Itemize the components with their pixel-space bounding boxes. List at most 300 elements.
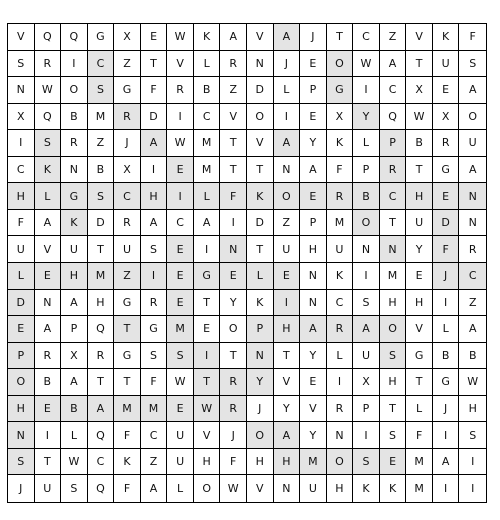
grid-cell[interactable]: P	[380, 130, 407, 157]
grid-cell[interactable]: K	[114, 449, 141, 476]
grid-cell[interactable]: H	[274, 316, 301, 343]
grid-cell[interactable]: U	[406, 210, 433, 237]
grid-cell[interactable]: V	[406, 316, 433, 343]
grid-cell[interactable]: I	[194, 343, 221, 370]
grid-cell[interactable]: R	[220, 396, 247, 423]
grid-cell[interactable]: T	[114, 316, 141, 343]
grid-cell[interactable]: C	[380, 183, 407, 210]
grid-cell[interactable]: A	[61, 369, 88, 396]
grid-cell[interactable]: O	[247, 422, 274, 449]
grid-cell[interactable]: O	[61, 77, 88, 104]
grid-cell[interactable]: Z	[459, 290, 486, 317]
grid-cell[interactable]: E	[194, 316, 221, 343]
grid-cell[interactable]: A	[35, 316, 62, 343]
grid-cell[interactable]: O	[194, 475, 221, 502]
grid-cell[interactable]: Z	[274, 210, 301, 237]
grid-cell[interactable]: H	[380, 369, 407, 396]
grid-cell[interactable]: T	[141, 51, 168, 78]
grid-cell[interactable]: E	[300, 183, 327, 210]
grid-cell[interactable]: D	[433, 210, 460, 237]
grid-cell[interactable]: K	[327, 263, 354, 290]
grid-cell[interactable]: Q	[88, 422, 115, 449]
grid-cell[interactable]: B	[194, 77, 221, 104]
grid-cell[interactable]: R	[35, 51, 62, 78]
grid-cell[interactable]: R	[88, 343, 115, 370]
grid-cell[interactable]: I	[459, 449, 486, 476]
grid-cell[interactable]: A	[274, 130, 301, 157]
grid-cell[interactable]: B	[61, 396, 88, 423]
grid-cell[interactable]: E	[35, 396, 62, 423]
grid-cell[interactable]: V	[247, 130, 274, 157]
grid-cell[interactable]: X	[433, 104, 460, 131]
grid-cell[interactable]: A	[88, 396, 115, 423]
grid-cell[interactable]: O	[459, 104, 486, 131]
grid-cell[interactable]: M	[194, 157, 221, 184]
grid-cell[interactable]: H	[459, 396, 486, 423]
grid-cell[interactable]: F	[141, 369, 168, 396]
grid-cell[interactable]: I	[327, 369, 354, 396]
grid-cell[interactable]: E	[433, 77, 460, 104]
grid-cell[interactable]: A	[141, 210, 168, 237]
grid-cell[interactable]: R	[35, 343, 62, 370]
grid-cell[interactable]: Q	[35, 104, 62, 131]
grid-cell[interactable]: U	[300, 475, 327, 502]
grid-cell[interactable]: S	[88, 77, 115, 104]
grid-cell[interactable]: W	[459, 369, 486, 396]
grid-cell[interactable]: I	[220, 210, 247, 237]
grid-cell[interactable]: J	[220, 422, 247, 449]
grid-cell[interactable]: S	[459, 422, 486, 449]
grid-cell[interactable]: K	[61, 210, 88, 237]
grid-cell[interactable]: I	[167, 104, 194, 131]
grid-cell[interactable]: J	[247, 396, 274, 423]
grid-cell[interactable]: L	[194, 51, 221, 78]
grid-cell[interactable]: I	[274, 104, 301, 131]
grid-cell[interactable]: O	[327, 449, 354, 476]
grid-cell[interactable]: I	[141, 263, 168, 290]
grid-cell[interactable]: G	[61, 183, 88, 210]
grid-cell[interactable]: E	[300, 104, 327, 131]
grid-cell[interactable]: S	[380, 343, 407, 370]
grid-cell[interactable]: S	[380, 422, 407, 449]
grid-cell[interactable]: T	[88, 236, 115, 263]
grid-cell[interactable]: Z	[141, 449, 168, 476]
grid-cell[interactable]: R	[114, 104, 141, 131]
grid-cell[interactable]: O	[8, 369, 35, 396]
grid-cell[interactable]: A	[300, 157, 327, 184]
grid-cell[interactable]: T	[114, 369, 141, 396]
grid-cell[interactable]: N	[247, 343, 274, 370]
grid-cell[interactable]: I	[194, 236, 221, 263]
grid-cell[interactable]: E	[274, 263, 301, 290]
grid-cell[interactable]: J	[433, 263, 460, 290]
grid-cell[interactable]: N	[353, 236, 380, 263]
grid-cell[interactable]: K	[194, 24, 221, 51]
grid-cell[interactable]: X	[114, 157, 141, 184]
grid-cell[interactable]: M	[327, 210, 354, 237]
grid-cell[interactable]: F	[114, 422, 141, 449]
grid-cell[interactable]: V	[167, 51, 194, 78]
grid-cell[interactable]: L	[406, 396, 433, 423]
grid-cell[interactable]: L	[61, 422, 88, 449]
grid-cell[interactable]: H	[88, 290, 115, 317]
grid-cell[interactable]: V	[8, 24, 35, 51]
grid-cell[interactable]: N	[274, 475, 301, 502]
grid-cell[interactable]: E	[167, 396, 194, 423]
grid-cell[interactable]: U	[114, 236, 141, 263]
grid-cell[interactable]: M	[300, 449, 327, 476]
grid-cell[interactable]: L	[327, 343, 354, 370]
grid-cell[interactable]: S	[88, 183, 115, 210]
grid-cell[interactable]: T	[194, 290, 221, 317]
grid-cell[interactable]: L	[8, 263, 35, 290]
grid-cell[interactable]: V	[35, 236, 62, 263]
grid-cell[interactable]: N	[327, 422, 354, 449]
grid-cell[interactable]: Z	[88, 130, 115, 157]
grid-cell[interactable]: S	[459, 51, 486, 78]
grid-cell[interactable]: G	[194, 263, 221, 290]
grid-cell[interactable]: W	[353, 51, 380, 78]
grid-cell[interactable]: V	[194, 422, 221, 449]
grid-cell[interactable]: T	[220, 343, 247, 370]
grid-cell[interactable]: Z	[114, 263, 141, 290]
grid-cell[interactable]: C	[459, 263, 486, 290]
grid-cell[interactable]: B	[433, 343, 460, 370]
grid-cell[interactable]: Z	[380, 24, 407, 51]
grid-cell[interactable]: D	[247, 210, 274, 237]
grid-cell[interactable]: B	[35, 369, 62, 396]
grid-cell[interactable]: H	[247, 449, 274, 476]
grid-cell[interactable]: H	[194, 449, 221, 476]
grid-cell[interactable]: P	[353, 157, 380, 184]
grid-cell[interactable]: A	[353, 316, 380, 343]
grid-cell[interactable]: F	[406, 422, 433, 449]
grid-cell[interactable]: S	[141, 343, 168, 370]
grid-cell[interactable]: J	[8, 475, 35, 502]
grid-cell[interactable]: R	[167, 77, 194, 104]
grid-cell[interactable]: U	[327, 236, 354, 263]
grid-cell[interactable]: I	[433, 422, 460, 449]
grid-cell[interactable]: O	[353, 210, 380, 237]
grid-cell[interactable]: L	[353, 130, 380, 157]
grid-cell[interactable]: K	[247, 183, 274, 210]
grid-cell[interactable]: G	[141, 316, 168, 343]
grid-cell[interactable]: T	[35, 449, 62, 476]
grid-cell[interactable]: S	[353, 449, 380, 476]
grid-cell[interactable]: L	[247, 263, 274, 290]
grid-cell[interactable]: A	[274, 422, 301, 449]
grid-cell[interactable]: L	[433, 316, 460, 343]
grid-cell[interactable]: O	[274, 183, 301, 210]
grid-cell[interactable]: R	[141, 290, 168, 317]
grid-cell[interactable]: S	[141, 236, 168, 263]
grid-cell[interactable]: B	[353, 183, 380, 210]
grid-cell[interactable]: T	[327, 24, 354, 51]
grid-cell[interactable]: U	[459, 130, 486, 157]
grid-cell[interactable]: A	[220, 24, 247, 51]
grid-cell[interactable]: H	[327, 475, 354, 502]
grid-cell[interactable]: F	[459, 24, 486, 51]
grid-cell[interactable]: Q	[61, 24, 88, 51]
grid-cell[interactable]: V	[220, 104, 247, 131]
grid-cell[interactable]: M	[114, 396, 141, 423]
grid-cell[interactable]: N	[8, 422, 35, 449]
grid-cell[interactable]: N	[300, 263, 327, 290]
grid-cell[interactable]: S	[35, 130, 62, 157]
grid-cell[interactable]: I	[167, 183, 194, 210]
grid-cell[interactable]: Y	[353, 104, 380, 131]
grid-cell[interactable]: D	[247, 77, 274, 104]
grid-cell[interactable]: C	[380, 77, 407, 104]
grid-cell[interactable]: N	[380, 236, 407, 263]
grid-cell[interactable]: R	[327, 396, 354, 423]
grid-cell[interactable]: O	[220, 316, 247, 343]
grid-cell[interactable]: S	[8, 51, 35, 78]
grid-cell[interactable]: U	[167, 449, 194, 476]
grid-cell[interactable]: E	[8, 316, 35, 343]
grid-cell[interactable]: H	[274, 449, 301, 476]
grid-cell[interactable]: I	[471, 482, 475, 496]
grid-cell[interactable]: Y	[274, 396, 301, 423]
grid-cell[interactable]: C	[114, 183, 141, 210]
grid-cell[interactable]: N	[300, 290, 327, 317]
grid-cell[interactable]: K	[433, 24, 460, 51]
grid-cell[interactable]: S	[167, 343, 194, 370]
grid-cell[interactable]: Y	[247, 369, 274, 396]
grid-cell[interactable]: A	[274, 24, 301, 51]
grid-cell[interactable]: G	[88, 24, 115, 51]
grid-cell[interactable]: F	[220, 449, 247, 476]
grid-cell[interactable]: A	[300, 316, 327, 343]
grid-cell[interactable]: Q	[88, 475, 115, 502]
grid-cell[interactable]: A	[380, 51, 407, 78]
grid-cell[interactable]: V	[247, 475, 274, 502]
grid-cell[interactable]: G	[114, 343, 141, 370]
grid-cell[interactable]: E	[167, 157, 194, 184]
grid-cell[interactable]: P	[61, 316, 88, 343]
grid-cell[interactable]: Q	[380, 104, 407, 131]
grid-cell[interactable]: T	[380, 396, 407, 423]
grid-cell[interactable]: N	[459, 210, 486, 237]
grid-cell[interactable]: I	[35, 422, 62, 449]
grid-cell[interactable]: F	[8, 210, 35, 237]
grid-cell[interactable]: C	[167, 210, 194, 237]
grid-cell[interactable]: P	[300, 77, 327, 104]
grid-cell[interactable]: W	[167, 24, 194, 51]
grid-cell[interactable]: I	[353, 263, 380, 290]
grid-cell[interactable]: R	[380, 157, 407, 184]
grid-cell[interactable]: K	[327, 130, 354, 157]
grid-cell[interactable]: I	[274, 290, 301, 317]
grid-cell[interactable]: V	[247, 24, 274, 51]
grid-cell[interactable]: O	[247, 104, 274, 131]
grid-cell[interactable]: D	[141, 104, 168, 131]
grid-cell[interactable]: A	[141, 130, 168, 157]
grid-cell[interactable]: P	[247, 316, 274, 343]
grid-cell[interactable]: A	[194, 210, 221, 237]
grid-cell[interactable]: K	[35, 157, 62, 184]
grid-cell[interactable]: E	[167, 236, 194, 263]
grid-cell[interactable]: X	[327, 104, 354, 131]
grid-cell[interactable]: G	[114, 290, 141, 317]
grid-cell[interactable]: F	[114, 475, 141, 502]
grid-cell[interactable]: P	[8, 343, 35, 370]
grid-cell[interactable]: F	[327, 157, 354, 184]
grid-cell[interactable]: Y	[300, 422, 327, 449]
grid-cell[interactable]: I	[353, 422, 380, 449]
grid-cell[interactable]: M	[194, 130, 221, 157]
grid-cell[interactable]: E	[300, 369, 327, 396]
grid-cell[interactable]: G	[406, 343, 433, 370]
grid-cell[interactable]: A	[141, 475, 168, 502]
grid-cell[interactable]: T	[220, 157, 247, 184]
grid-cell[interactable]: Y	[300, 343, 327, 370]
grid-cell[interactable]: A	[459, 316, 486, 343]
grid-cell[interactable]: X	[406, 77, 433, 104]
grid-cell[interactable]: O	[327, 51, 354, 78]
grid-cell[interactable]: I	[353, 77, 380, 104]
grid-cell[interactable]: Q	[35, 24, 62, 51]
grid-cell[interactable]: X	[353, 369, 380, 396]
grid-cell[interactable]: R	[327, 316, 354, 343]
grid-cell[interactable]: T	[220, 130, 247, 157]
grid-cell[interactable]: I	[141, 157, 168, 184]
grid-cell[interactable]: Z	[114, 51, 141, 78]
grid-cell[interactable]: X	[61, 343, 88, 370]
grid-cell[interactable]: R	[220, 369, 247, 396]
grid-cell[interactable]: L	[194, 183, 221, 210]
grid-cell[interactable]: M	[406, 475, 433, 502]
grid-cell[interactable]: G	[433, 369, 460, 396]
grid-cell[interactable]: R	[327, 183, 354, 210]
grid-cell[interactable]: V	[300, 396, 327, 423]
grid-cell[interactable]: Y	[300, 130, 327, 157]
grid-cell[interactable]: G	[327, 77, 354, 104]
grid-cell[interactable]: T	[247, 236, 274, 263]
grid-cell[interactable]: P	[353, 396, 380, 423]
grid-cell[interactable]: U	[433, 51, 460, 78]
grid-cell[interactable]: X	[114, 24, 141, 51]
grid-cell[interactable]: E	[380, 449, 407, 476]
grid-cell[interactable]: E	[220, 263, 247, 290]
grid-cell[interactable]: X	[8, 104, 35, 131]
grid-cell[interactable]: U	[35, 475, 62, 502]
grid-cell[interactable]: E	[167, 263, 194, 290]
grid-cell[interactable]: J	[114, 130, 141, 157]
grid-cell[interactable]: B	[88, 157, 115, 184]
grid-cell[interactable]: R	[114, 210, 141, 237]
grid-cell[interactable]: V	[274, 369, 301, 396]
grid-cell[interactable]: W	[406, 104, 433, 131]
grid-cell[interactable]: H	[300, 236, 327, 263]
grid-cell[interactable]: U	[353, 343, 380, 370]
grid-cell[interactable]: W	[61, 449, 88, 476]
grid-cell[interactable]: K	[247, 290, 274, 317]
grid-cell[interactable]: U	[8, 236, 35, 263]
grid-cell[interactable]: T	[194, 369, 221, 396]
grid-cell[interactable]: C	[194, 104, 221, 131]
grid-cell[interactable]: W	[167, 130, 194, 157]
grid-cell[interactable]: R	[220, 51, 247, 78]
grid-cell[interactable]: C	[327, 290, 354, 317]
grid-cell[interactable]: T	[406, 369, 433, 396]
grid-cell[interactable]: A	[35, 210, 62, 237]
grid-cell[interactable]: B	[459, 343, 486, 370]
grid-cell[interactable]: G	[114, 77, 141, 104]
grid-cell[interactable]: H	[141, 183, 168, 210]
grid-cell[interactable]: D	[8, 290, 35, 317]
grid-cell[interactable]: U	[61, 236, 88, 263]
grid-cell[interactable]: F	[433, 236, 460, 263]
grid-cell[interactable]: H	[61, 263, 88, 290]
grid-cell[interactable]: A	[459, 157, 486, 184]
grid-cell[interactable]: Z	[220, 77, 247, 104]
grid-cell[interactable]: F	[220, 183, 247, 210]
grid-cell[interactable]: N	[8, 77, 35, 104]
grid-cell[interactable]: S	[8, 449, 35, 476]
grid-cell[interactable]: W	[167, 369, 194, 396]
grid-cell[interactable]: U	[274, 236, 301, 263]
grid-cell[interactable]: M	[406, 449, 433, 476]
grid-cell[interactable]: K	[380, 475, 407, 502]
grid-cell[interactable]: O	[380, 316, 407, 343]
grid-cell[interactable]: T	[274, 343, 301, 370]
grid-cell[interactable]: S	[61, 475, 88, 502]
grid-cell[interactable]: B	[406, 130, 433, 157]
grid-cell[interactable]: I	[433, 475, 460, 502]
grid-cell[interactable]: I	[61, 51, 88, 78]
grid-cell[interactable]: J	[300, 24, 327, 51]
grid-cell[interactable]: M	[167, 316, 194, 343]
grid-cell[interactable]: M	[141, 396, 168, 423]
grid-cell[interactable]: R	[459, 236, 486, 263]
grid-cell[interactable]: P	[300, 210, 327, 237]
grid-cell[interactable]: N	[274, 157, 301, 184]
grid-cell[interactable]: Q	[88, 316, 115, 343]
grid-cell[interactable]: C	[88, 449, 115, 476]
grid-cell[interactable]: C	[141, 422, 168, 449]
grid-cell[interactable]: C	[88, 51, 115, 78]
grid-cell[interactable]: V	[406, 24, 433, 51]
grid-cell[interactable]: E	[406, 263, 433, 290]
grid-cell[interactable]: M	[88, 104, 115, 131]
grid-cell[interactable]: J	[274, 51, 301, 78]
grid-cell[interactable]: T	[247, 157, 274, 184]
grid-cell[interactable]: I	[433, 290, 460, 317]
grid-cell[interactable]: F	[141, 77, 168, 104]
grid-cell[interactable]: L	[274, 77, 301, 104]
grid-cell[interactable]: Y	[220, 290, 247, 317]
grid-cell[interactable]: T	[88, 369, 115, 396]
grid-cell[interactable]: N	[459, 183, 486, 210]
grid-cell[interactable]: M	[88, 263, 115, 290]
grid-cell[interactable]: T	[406, 51, 433, 78]
grid-cell[interactable]: T	[406, 157, 433, 184]
grid-cell[interactable]: N	[220, 236, 247, 263]
grid-cell[interactable]: B	[61, 104, 88, 131]
grid-cell[interactable]: E	[167, 290, 194, 317]
grid-cell[interactable]: A	[433, 449, 460, 476]
grid-cell[interactable]: T	[380, 210, 407, 237]
grid-cell[interactable]: J	[433, 396, 460, 423]
grid-cell[interactable]: E	[35, 263, 62, 290]
grid-cell[interactable]: G	[433, 157, 460, 184]
grid-cell[interactable]: W	[194, 396, 221, 423]
grid-cell[interactable]: N	[35, 290, 62, 317]
grid-cell[interactable]: H	[8, 396, 35, 423]
grid-cell[interactable]: U	[167, 422, 194, 449]
grid-cell[interactable]: E	[300, 51, 327, 78]
